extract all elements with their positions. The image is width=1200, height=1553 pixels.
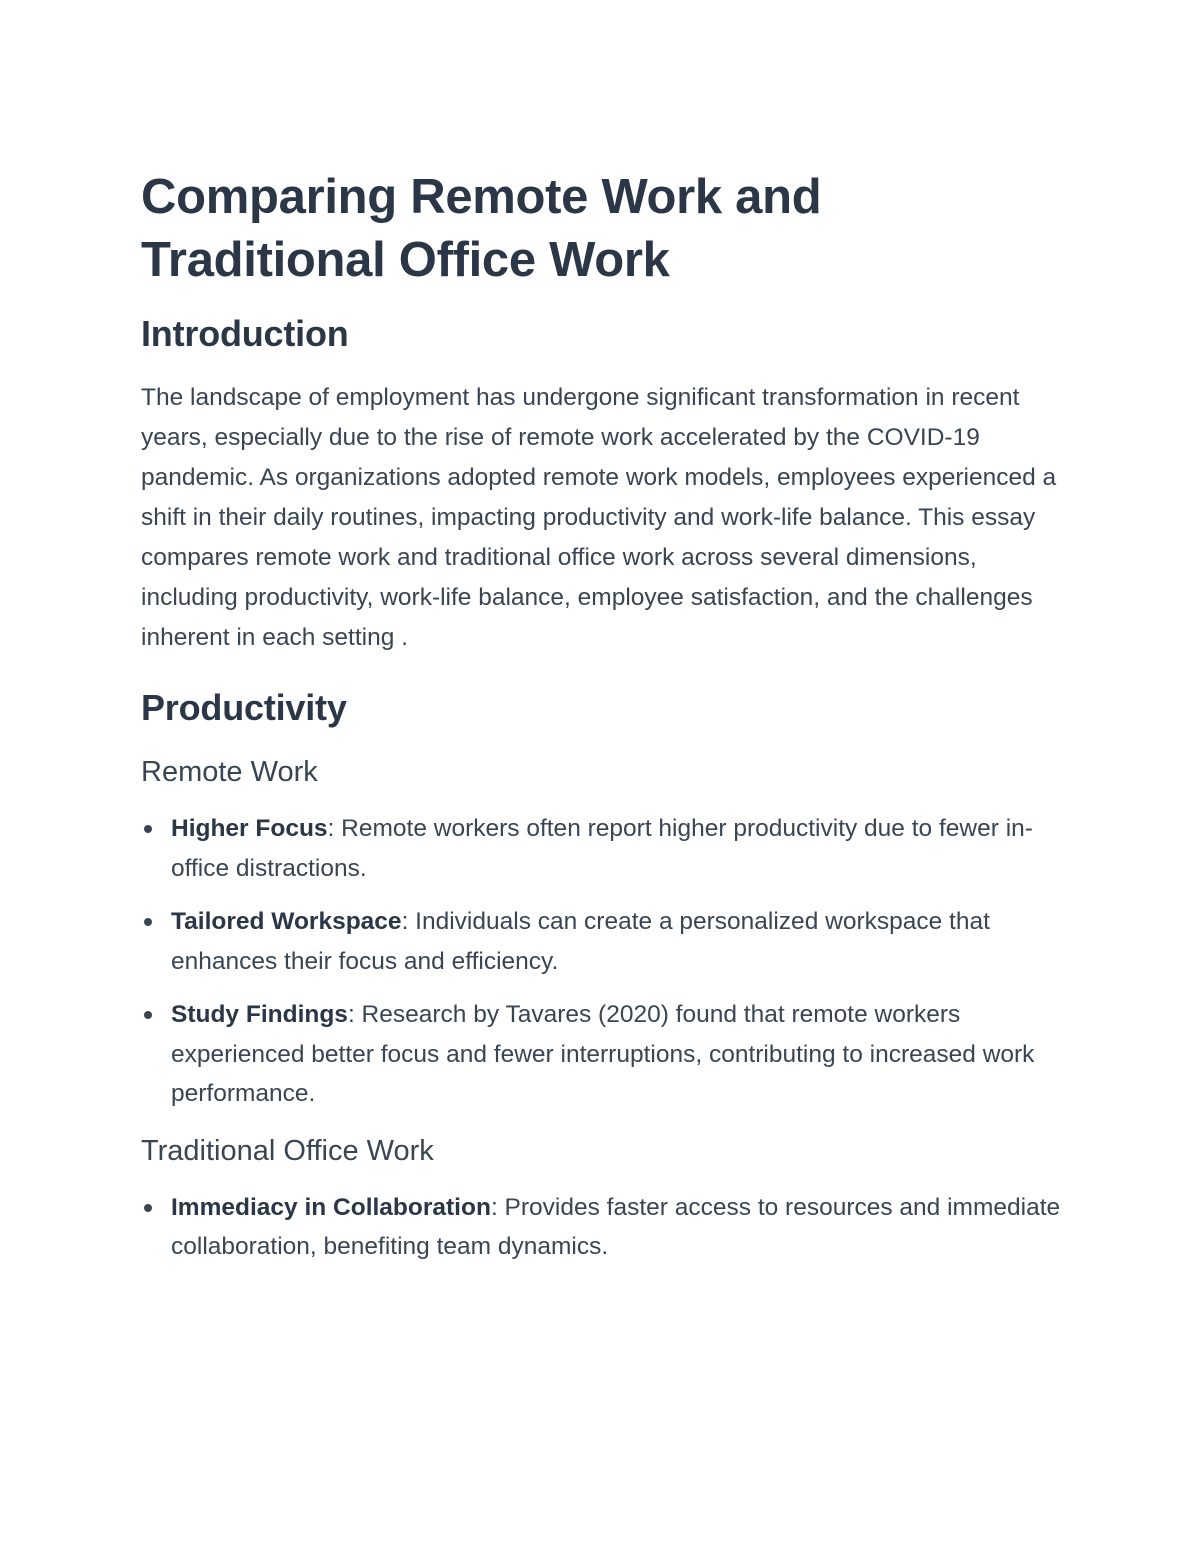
document-page — [141, 166, 1061, 1267]
list-item-term: Immediacy in Collaboration — [171, 1193, 491, 1221]
list-item — [141, 1188, 1061, 1267]
list-item — [141, 902, 1061, 981]
productivity-heading: Productivity — [141, 687, 347, 728]
list-item-term: Tailored Workspace — [171, 908, 402, 935]
traditional-office-subheading: Traditional Office Work — [141, 1134, 434, 1167]
introduction-heading: Introduction — [141, 313, 349, 354]
list-item-text: : Remote workers often report higher productivity due to fewer in-office distractions. — [171, 815, 1033, 882]
remote-work-subheading: Remote Work — [141, 756, 318, 788]
list-item-term: Study Findings — [171, 1001, 348, 1028]
list-item-text: : Individuals can create a personalized workspace that enhances their focus and efficiency. — [171, 908, 990, 975]
document-title: Comparing Remote Work and Traditional Office Work — [141, 170, 822, 287]
bullet-icon — [144, 1011, 152, 1019]
remote-work-list — [141, 809, 1061, 1114]
introduction-paragraph: The landscape of employment has undergone significant transformation in recent years, especially due to the rise of remote work accelerated by the COVID-19 pandemic. As organizations adopted remote work models, employees experienced a shift in their daily routines, impacting productivity and work-life balance. This essay compares remote work and traditional office work across several dimensions, including productivity, work-life balance, employee satisfaction, and the challenges inherent in each setting . — [141, 384, 1057, 651]
bullet-icon — [144, 825, 152, 833]
list-item-text: : Research by Tavares (2020) found that remote workers experienced better focus and fewer interruptions, contributing to increased work performance. — [171, 1001, 1035, 1107]
list-item — [141, 809, 1061, 888]
list-item — [141, 995, 1061, 1114]
traditional-office-list — [141, 1188, 1061, 1267]
list-item-term: Higher Focus — [171, 815, 328, 842]
list-item-text: : Provides faster access to resources and immediate collaboration, benefiting team dynamics. — [171, 1193, 1061, 1260]
bullet-icon — [144, 918, 152, 926]
bullet-icon — [144, 1204, 152, 1212]
